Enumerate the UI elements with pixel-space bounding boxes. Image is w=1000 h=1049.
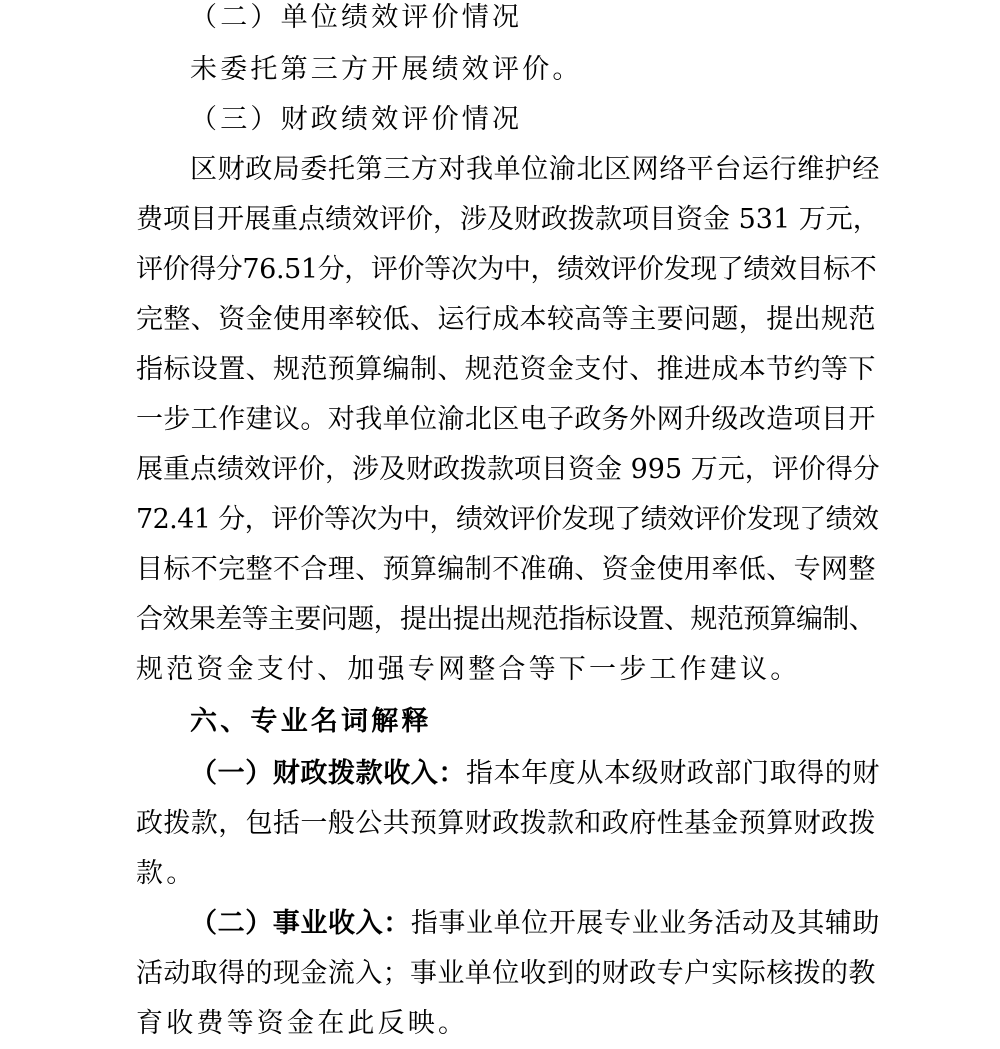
term-1-first-line bbox=[190, 749, 880, 799]
section-6-heading: 六、专业名词解释 bbox=[190, 706, 432, 737]
section-3-line: 目标不完整不合理、预算编制不准确、资金使用率低、专网整 bbox=[136, 554, 876, 585]
section-3-line: 合效果差等主要问题，提出提出规范指标设置、规范预算编制、 bbox=[136, 604, 876, 635]
term-2-line: 育收费等资金在此反映。 bbox=[136, 1008, 469, 1039]
section-3-line: 区财政局委托第三方对我单位渝北区网络平台运行维护经 bbox=[190, 154, 880, 185]
term-2-line: 活动取得的现金流入；事业单位收到的财政专户实际核拨的教 bbox=[136, 958, 876, 989]
term-2-label: （二）事业收入： bbox=[190, 908, 411, 939]
section-3-line: 72.41 分，评价等次为中，绩效评价发现了绩效评价发现了绩效 bbox=[136, 504, 879, 535]
section-3-line: 费项目开展重点绩效评价，涉及财政拨款项目资金 531 万元， bbox=[136, 204, 880, 235]
term-1-line: 款。 bbox=[136, 858, 197, 889]
section-3-line: 规范资金支付、加强专网整合等下一步工作建议。 bbox=[136, 654, 801, 685]
term-2-text: 指事业单位开展专业业务活动及其辅助 bbox=[410, 908, 881, 939]
section-3-line: 一步工作建议。对我单位渝北区电子政务外网升级改造项目开 bbox=[136, 404, 876, 435]
section-2-text: 未委托第三方开展绩效评价。 bbox=[190, 54, 583, 85]
term-1-text: 指本年度从本级财政部门取得的财 bbox=[466, 758, 880, 789]
section-3-line: 评价得分76.51分，评价等次为中，绩效评价发现了绩效目标不 bbox=[136, 254, 877, 285]
term-1-label: （一）财政拨款收入： bbox=[190, 758, 466, 789]
section-3-line: 展重点绩效评价，涉及财政拨款项目资金 995 万元，评价得分 bbox=[136, 454, 880, 485]
section-2-heading: （二）单位绩效评价情况 bbox=[190, 2, 523, 33]
section-3-line: 指标设置、规范预算编制、规范资金支付、推进成本节约等下 bbox=[136, 354, 876, 385]
section-3-heading: （三）财政绩效评价情况 bbox=[190, 104, 523, 135]
term-1-line: 政拨款，包括一般公共预算财政拨款和政府性基金预算财政拨 bbox=[136, 808, 876, 839]
term-2-first-line bbox=[190, 899, 880, 949]
section-3-line: 完整、资金使用率较低、运行成本较高等主要问题，提出规范 bbox=[136, 304, 876, 335]
